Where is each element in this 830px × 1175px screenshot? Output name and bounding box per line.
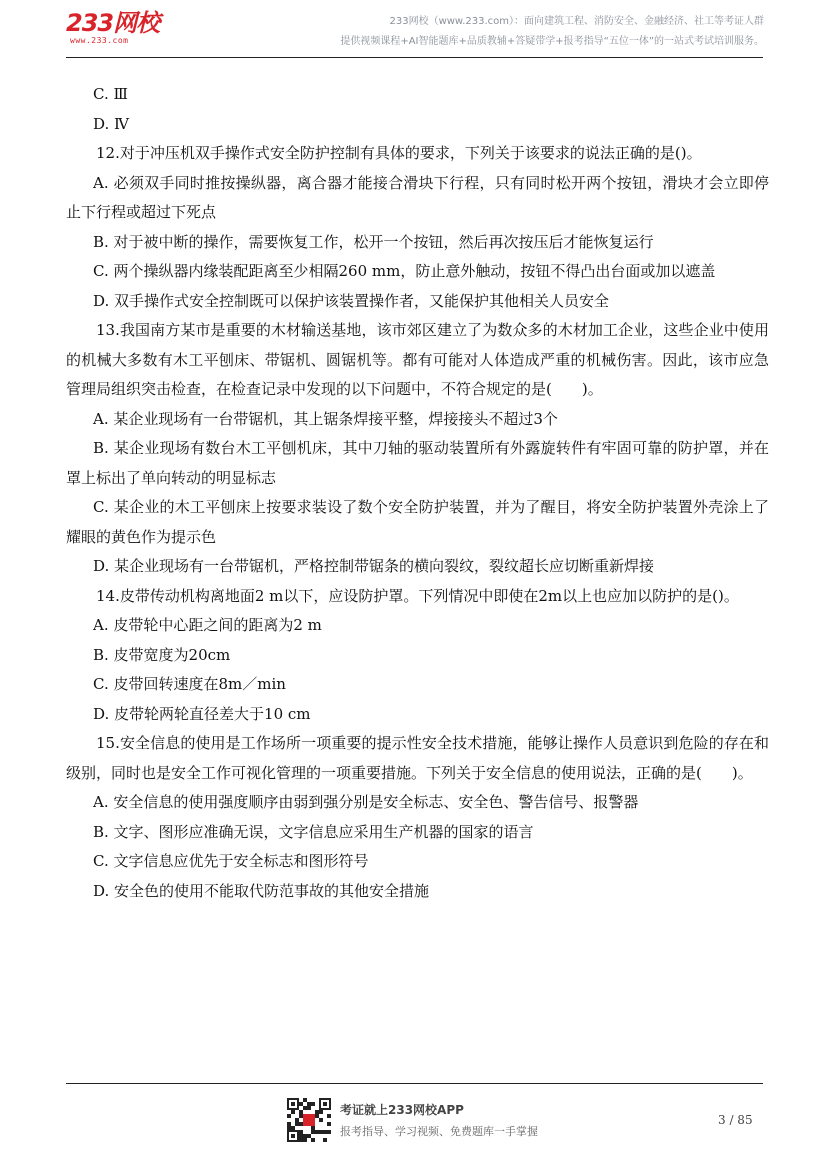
app-promo-title: 考证就上233网校APP [340,1103,464,1117]
question-stem: 14.皮带传动机构离地面2 m以下，应设防护罩。下列情况中即使在2m以上也应加以防护的是()。 [96,586,739,605]
slogan-line-1: 233网校（www.233.com）：面向建筑工程、消防安全、金融经济、社工等考证人群 [389,16,764,27]
slogan-line-2: 提供视频课程+AI智能题库+品质教辅+答疑带学+报考指导“五位一体”的一站式考试培训服务。 [340,36,764,47]
answer-option: B. 文字、图形应准确无误，文字信息应采用生产机器的国家的语言 [93,822,534,841]
page-header [0,0,830,60]
answer-option: C. Ⅲ [93,85,128,103]
question-stem: 13.我国南方某市是重要的木材输送基地，该市郊区建立了为数众多的木材加工企业，这些企业中使用的机械大多数有木工平刨床、带锯机、圆锯机等。都有可能对人体造成严重的机械伤害。因此，该市应急管理局组织突击检查，在检查记录中发现的以下问题中，不符合规定的是( )。 [66,321,769,398]
question-stem: 15.安全信息的使用是工作场所一项重要的提示性安全技术措施，能够让操作人员意识到危险的存在和级别，同时也是安全工作可视化管理的一项重要措施。下列关于安全信息的使用说法，正确的是( )。 [66,734,769,782]
question-stem: 12.对于冲压机双手操作式安全防护控制有具体的要求，下列关于该要求的说法正确的是()。 [96,144,702,162]
answer-option: B. 某企业现场有数台木工平刨机床，其中刀轴的驱动装置所有外露旋转件有牢固可靠的防护罩，并在罩上标出了单向转动的明显标志 [66,439,769,487]
answer-option: C. 某企业的木工平刨床上按要求装设了数个安全防护装置，并为了醒目，将安全防护装置外壳涂上了耀眼的黄色作为提示色 [66,498,769,546]
answer-option: A. 某企业现场有一台带锯机，其上锯条焊接平整，焊接接头不超过3个 [93,409,558,428]
answer-option: D. 某企业现场有一台带锯机，严格控制带锯条的横向裂纹，裂纹超长应切断重新焊接 [93,557,655,575]
logo-text: 233网校 [66,9,160,37]
answer-option: B. 皮带宽度为20cm [93,645,231,664]
header-divider [66,57,763,58]
answer-option: A. 皮带轮中心距之间的距离为2 m [93,616,322,634]
answer-option: B. 对于被中断的操作，需要恢复工作，松开一个按钮，然后再次按压后才能恢复运行 [93,232,654,251]
answer-option: C. 皮带回转速度在8m／min [93,675,286,693]
answer-option: D. 双手操作式安全控制既可以保护该装置操作者，又能保护其他相关人员安全 [93,291,610,310]
app-promo-subtitle: 报考指导、学习视频、免费题库一手掌握 [340,1125,538,1138]
site-logo[interactable] [66,10,159,45]
page-number: 3 / 85 [718,1113,753,1127]
answer-option: D. 皮带轮两轮直径差大于10 cm [93,704,311,723]
answer-option: A. 必须双手同时推按操纵器，离合器才能接合滑块下行程，只有同时松开两个按钮，滑块才会立即停止下行程或超过下死点 [66,173,769,221]
footer-divider [66,1083,763,1084]
answer-option: D. 安全色的使用不能取代防范事故的其他安全措施 [93,881,430,900]
logo-url: www.233.com [70,36,129,45]
qr-code-icon[interactable] [287,1098,331,1142]
answer-option: D. Ⅳ [93,114,130,133]
answer-option: C. 两个操纵器内缘装配距离至少相隔260 mm，防止意外触动，按钮不得凸出台面或加以遮盖 [93,262,716,280]
header-slogan [340,12,764,52]
answer-option: C. 文字信息应优先于安全标志和图形符号 [93,852,369,870]
answer-option: A. 安全信息的使用强度顺序由弱到强分别是安全标志、安全色、警告信号、报警器 [93,793,639,811]
document-body [66,80,769,906]
